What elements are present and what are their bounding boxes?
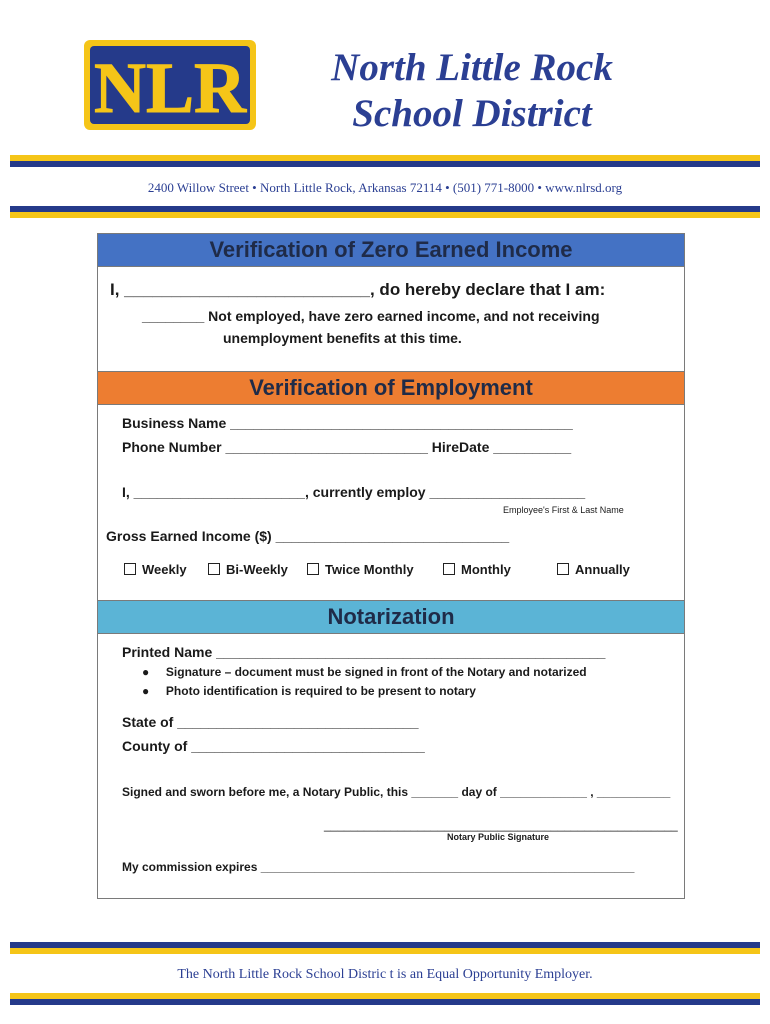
zero-income-heading: Verification of Zero Earned Income (98, 234, 684, 267)
phone-hire-date-field[interactable]: Phone Number __________________________ HireDate __________ (122, 439, 572, 455)
checkbox-icon (307, 563, 319, 575)
gross-income-field[interactable]: Gross Earned Income ($) ______________________________ (106, 528, 510, 544)
district-address: 2400 Willow Street • North Little Rock, Arkansas 72114 • (501) 771-8000 • www.nlrsd.org (147, 180, 623, 195)
district-title-line1: North Little Rock (331, 46, 613, 89)
not-employed-line-cont: unemployment benefits at this time. (223, 330, 462, 346)
district-title-line2: School District (352, 92, 592, 135)
bullet-signature: ● Signature – document must be signed in front of the Notary and notarized (142, 665, 587, 679)
svg-text:NLR: NLR (93, 48, 247, 128)
footer-stripe-bottom (10, 993, 760, 1005)
nlr-logo (80, 32, 260, 140)
checkbox-icon (124, 563, 136, 575)
employment-heading: Verification of Employment (98, 371, 684, 405)
checkbox-icon (208, 563, 220, 575)
equal-opportunity-statement: The North Little Rock School Distric t is an Equal Opportunity Employer. (177, 967, 593, 982)
state-field[interactable]: State of _______________________________ (122, 714, 419, 730)
bullet-photo-id: ● Photo identification is required to be present to notary (142, 684, 476, 698)
freq-twice-monthly-checkbox[interactable]: Twice Monthly (307, 562, 414, 577)
freq-biweekly-checkbox[interactable]: Bi-Weekly (208, 562, 288, 577)
freq-monthly-checkbox[interactable]: Monthly (443, 562, 511, 577)
printed-name-field[interactable]: Printed Name __________________________________________________ (122, 644, 606, 660)
not-employed-line[interactable]: ________ Not employed, have zero earned income, and not receiving (142, 308, 600, 324)
employee-name-caption: Employee's First & Last Name (503, 505, 624, 515)
business-name-field[interactable]: Business Name ____________________________________________ (122, 415, 573, 431)
declaration-line[interactable]: I, __________________________, do hereby declare that I am: (110, 280, 606, 299)
employer-employee-field[interactable]: I, ______________________, currently employ ____________________ (122, 484, 586, 500)
sworn-statement-field[interactable]: Signed and sworn before me, a Notary Public, this _______ day of _____________ , ___________ (122, 785, 671, 799)
notarization-heading: Notarization (98, 600, 684, 634)
freq-annually-checkbox[interactable]: Annually (557, 562, 630, 577)
commission-expires-field[interactable]: My commission expires ________________________________________________________ (122, 860, 635, 874)
header-stripe-top (10, 155, 760, 167)
freq-weekly-checkbox[interactable]: Weekly (124, 562, 187, 577)
checkbox-icon (443, 563, 455, 575)
notary-signature-caption: Notary Public Signature (447, 832, 550, 842)
county-field[interactable]: County of ______________________________ (122, 738, 425, 754)
notary-signature-line[interactable]: _____________________________________________________ (324, 818, 678, 832)
footer-stripe-top (10, 942, 760, 954)
header-stripe-bottom (10, 206, 760, 218)
checkbox-icon (557, 563, 569, 575)
verification-form (97, 233, 685, 899)
